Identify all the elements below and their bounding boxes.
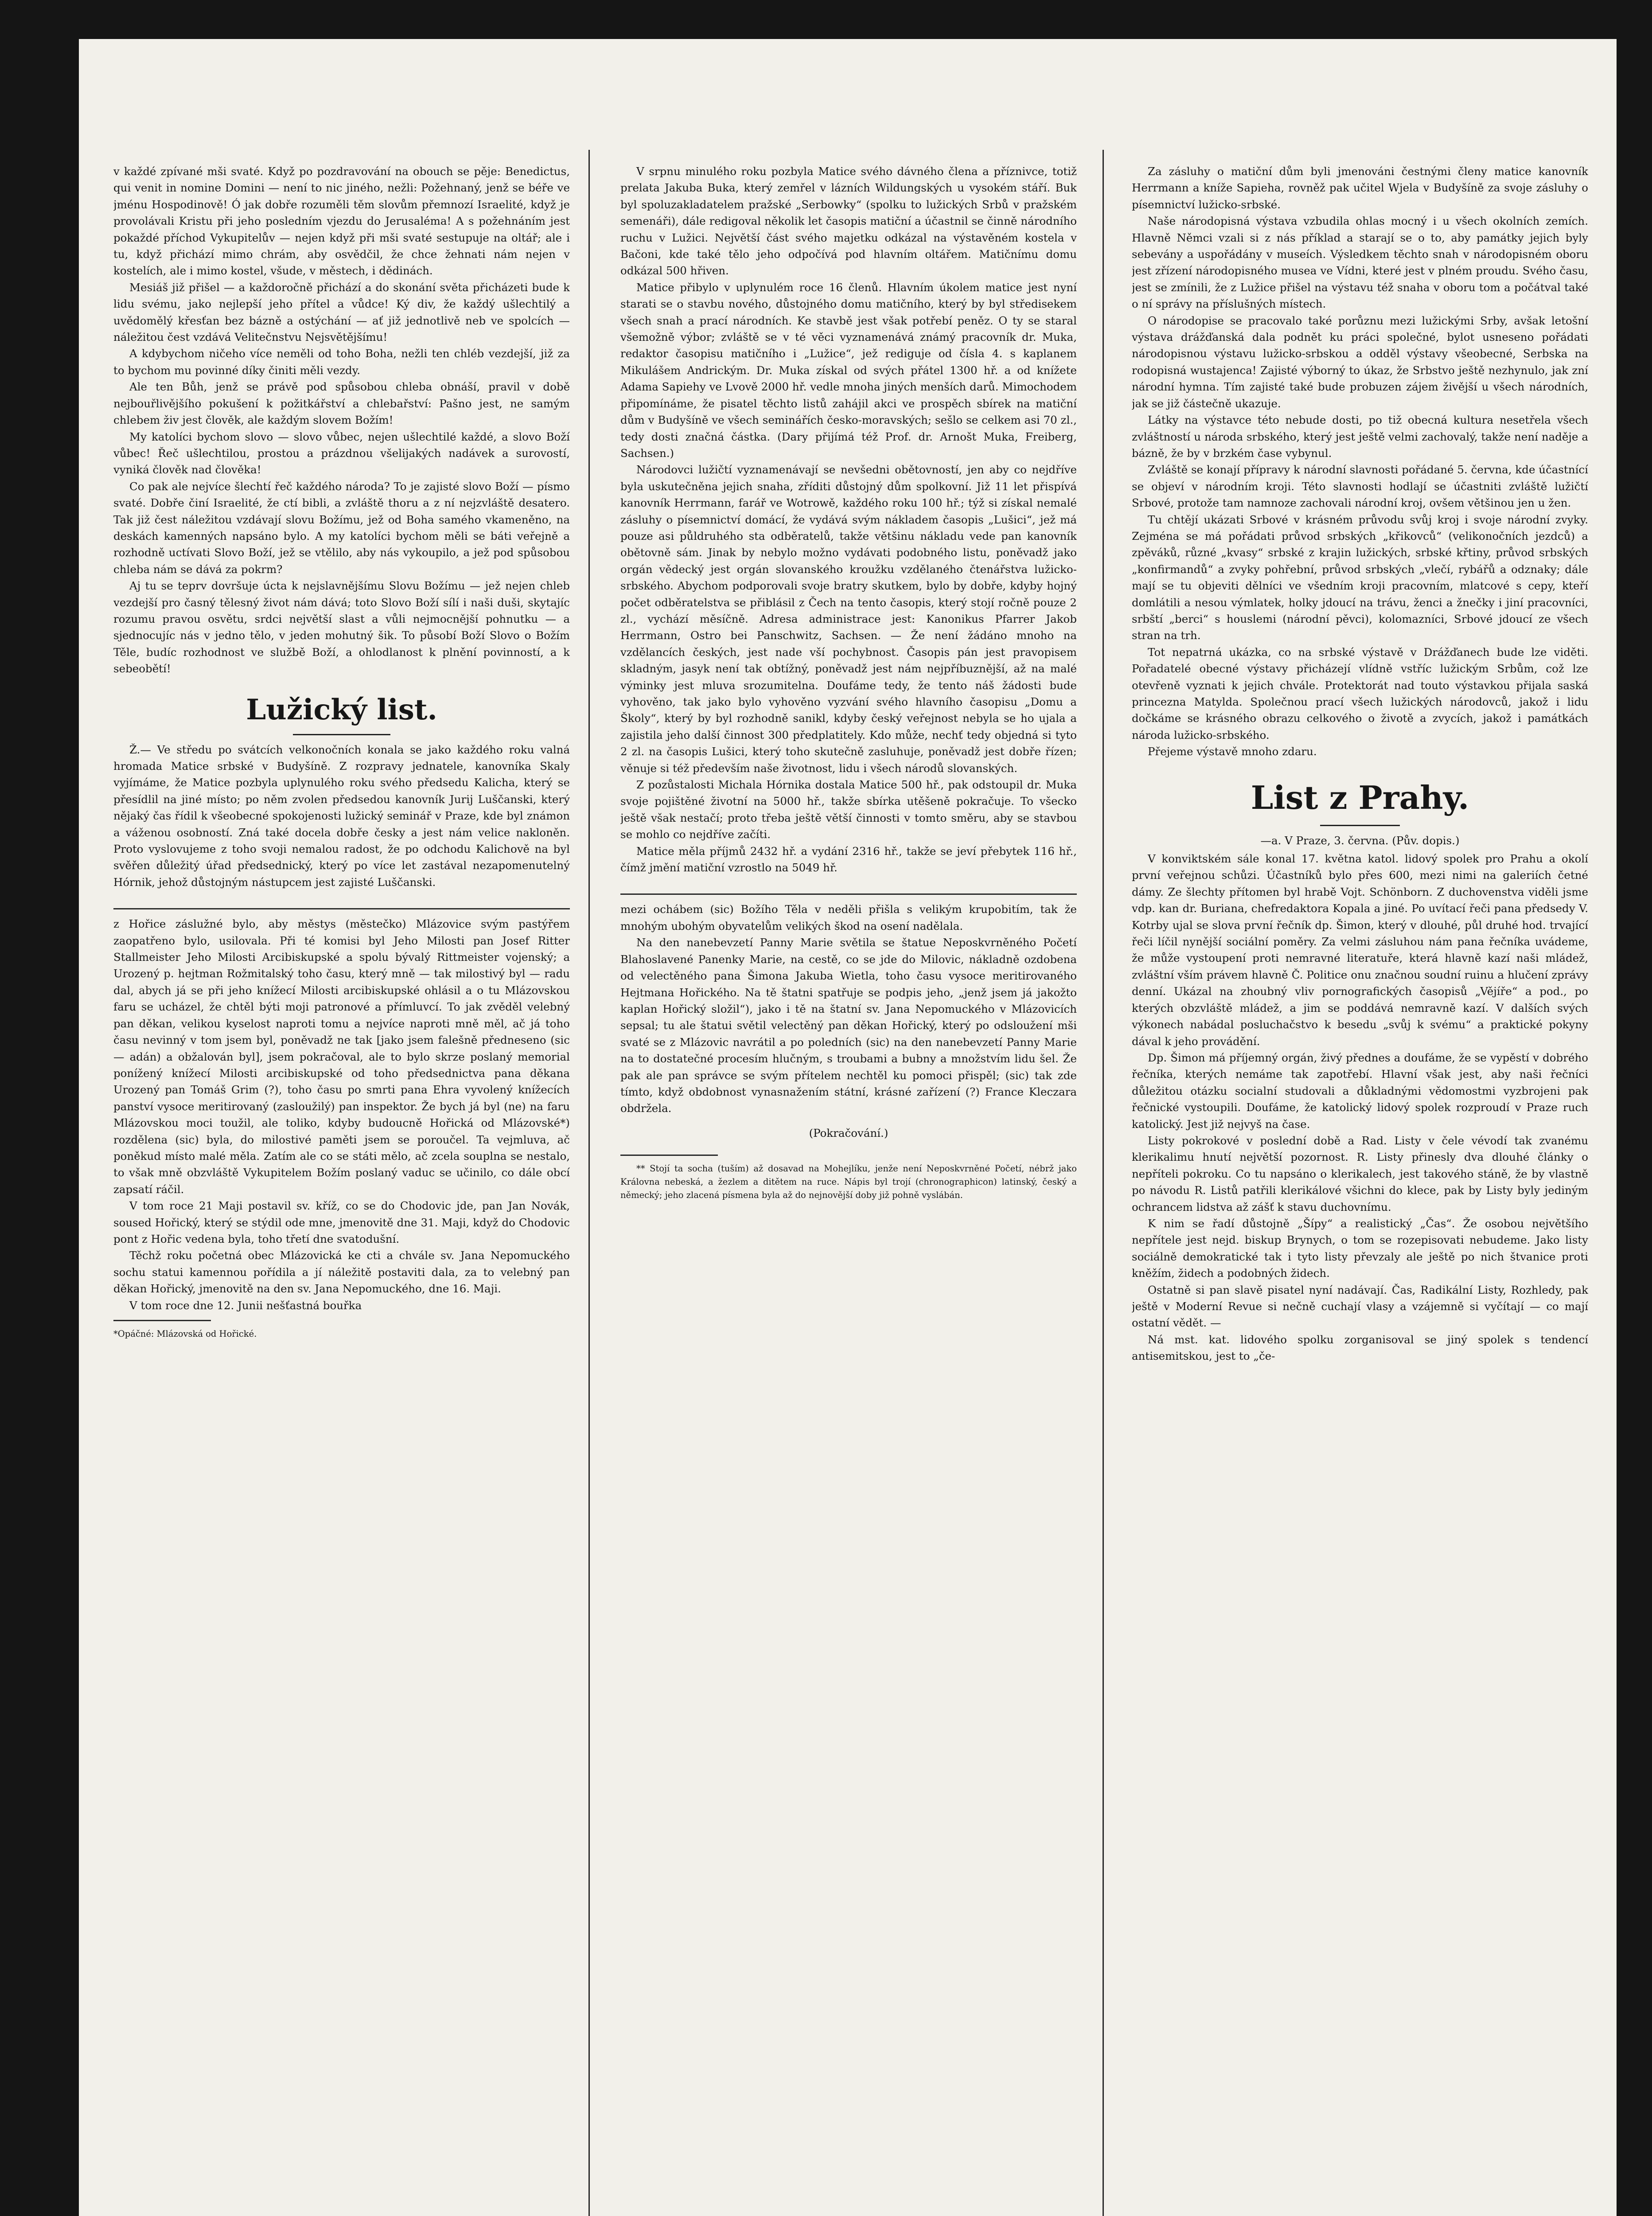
heading-underline xyxy=(1320,825,1400,826)
col1-lusicky-article xyxy=(113,741,570,891)
col2-para: Národovci lužičtí vyznamenávají se nevšedni obětovností, jen aby co nejdříve byla uskutečněna jejich snaha, zříditi důstojný dům spolkovní. Již 11 let přispívá kanovník Herrmann, farář ve Wotrowě, každého roku 100 hř.; týž si získal nemalé zásluhy o písemnictví domácí, že vydává svým nákladem časopis „Lušici“, jež má pouze asi půldruhého sta odběratelů, takže většinu nákladu vede pan kanovník obětovně sám. Jinak by nebylo možno vydávati podobného listu, poněvadž jako orgán vědecký jest orgán slovanského kroužku vzdělaného čtenářstva lužicko-srbského. Abychom podporovali svoje bratry skutkem, bylo by dobře, kdyby hojný počet odběratelstva se přiblásil z Čech na tento časopis, který stojí ročně pouze 2 zl., vychází měsíčně. Adresa administrace jest: Kanonikus Pfarrer Jakob Herrmann, Ostro bei Panschwitz, Sachsen. — Že není žádáno mnoho na vzdělancích českých, jest nade vší pochybnost. Časopis pán jest pravopisem skladným, jasyk není tak obtížný, poněvadž jest nám nejpříbuznější, až na malé výminky jest mluva srozumitelna. Doufáme tedy, že tento náš žádosti bude vyhověno, tak jako bylo vyhověno vyzvání svého hlavního časopisu „Domu a Školy“, který by byl rozhodně sanikl, kdyby český veřejnost nebyla se ho ujala a zajistila jeho další činnost 300 předplatitely. Kdo může, nechť tedy objedná si tyto 2 zl. na časopis Lušici, který toho skutečně zasluhuje, poněvadž jest dobře řízen; věnuje si též především naše životnost, lidu i všech národů slovanských. xyxy=(620,463,1077,775)
column-1 xyxy=(113,163,570,2216)
col1-bottom-article xyxy=(113,916,570,1314)
heading-underline xyxy=(293,734,390,735)
column-3 xyxy=(1132,163,1588,2216)
col3-para: Ostatně si pan slavě pisatel nyní nadávají. Čas, Radikální Listy, Rozhledy, pak ještě v Moderní Revue si nečně cuchají vlasy a vzájemně si vyčítají — co mají ostatní vědět. — xyxy=(1132,1283,1588,1330)
col3-para: Dp. Šimon má příjemný orgán, živý přednes a doufáme, že se vypěstí v dobrého řečníka, kterých nemáme tak zapotřebí. Hlavní však jest, aby naši řečníci důležitou otázku socialní studovali a důkladnými vědomostmi vyzbrojeni pak řečnické vystoupili. Doufáme, že katolický lidový spolek rozproudí v Praze ruch katolický. Jest již nejvyš na čase. xyxy=(1132,1051,1588,1131)
col2-para: mezi ochábem (sic) Božího Těla v neděli přišla s velikým krupobitím, tak že mnohým ubohým obyvatelům velikých škod na osení nadělala. xyxy=(620,903,1077,932)
section-divider xyxy=(620,893,1077,895)
heading-list-z-prahy: List z Prahy. xyxy=(1251,778,1469,816)
col1-para: Mesiáš již přišel — a každoročně přichází a do skonání světa přicházeti bude k lidu svému, jako nejlepší jeho přítel a vůdce! Ký div, že každý ušlechtilý a uvědomělý křesťan bez bázně a ostýchání — ať již jednotlivě neb ve spolcích — náležitou čest vzdává Velitečnstvu Nejsvětějšímu! xyxy=(113,281,570,344)
continued-note: (Pokračování.) xyxy=(809,1126,888,1139)
col2-para: Z pozůstalosti Michala Hórnika dostala Matice 500 hř., pak odstoupil dr. Muka svoje pojištěné životní na 5000 hř., takže sbírka utěšeně pokračuje. To všecko ještě však nestačí; proto třeba ještě větší činnosti v tomto směru, aby se stavbou se mohlo co nejdříve začíti. xyxy=(620,778,1077,841)
col3-para: Za zásluhy o matiční dům byli jmenováni čestnými členy matice kanovník Herrmann a kníže Sapieha, rovněž pak učitel Wjela v Budyšíně za svoje zásluhy o písemnictví lužicko-srbské. xyxy=(1132,165,1588,211)
column-2 xyxy=(620,163,1077,2216)
col3-praha-article xyxy=(1132,851,1588,1365)
col2-para: V srpnu minulého roku pozbyla Matice svého dávného člena a příznivce, totiž prelata Jakuba Buka, který zemřel v lázních Wildungských u vysokém stáří. Buk byl spoluzakladatelem pražské „Serbowky“ (spolku to lužických Srbů v pražském semenáři), dále redigoval několik let časopis matiční a účastnil se činně národního ruchu v Lužici. Největší část svého majetku odkázal na výstavěném kostela v Bačoni, kde také tělo jeho odpočívá pod hlavním oltářem. Matičnímu domu odkázal 500 hřiven. xyxy=(620,165,1077,277)
col2-footnote: ** Stojí ta socha (tuším) až dosavad na Mohejlíku, jenže není Neposkvrněné Početí, nébrž jako Královna nebeská, a žezlem a ditětem na ruce. Nápis byl trojí (chronographicon) latinský, český a německý; jeho zlacená písmena byla až do nejnovější doby již pohně vyslábán. xyxy=(620,1163,1077,1201)
col3-para: Ná mst. kat. lidového spolku zorganisoval se jiný spolek s tendencí antisemitskou, jest to „če- xyxy=(1132,1333,1588,1363)
col1-para: A kdybychom ničeho více neměli od toho Boha, nežli ten chléb vezdejší, již za to bychom mu povinné díky činiti měli vezdy. xyxy=(113,347,570,377)
col3-para: Naše národopisná výstava vzbudila ohlas mocný i u všech okolních zemích. Hlavně Němci vzali si z nás příklad a starají se o to, aby památky jejich byly sebevány a uspořádány v museích. Výsledkem těchto snah v národopisném oboru jest zřízení národopisného musea ve Vídni, které jest v plném proudu. Svého času, jest se zmínili, že z Lužice přišel na výstavu též snaha v oboru tom a počátval také o ní správy na příslušných místech. xyxy=(1132,215,1588,311)
heading-lusicky-list: Lužický list. xyxy=(246,693,437,726)
col3-top-article xyxy=(1132,163,1588,760)
col2-para: Matice měla příjmů 2432 hř. a vydání 2316 hř., takže se jeví přebytek 116 hř., čímž jmění matiční vzrostlo na 5049 hř. xyxy=(620,844,1077,874)
col3-para: O národopise se pracovalo také porůznu mezi lužickými Srby, avšak letošní výstava drážďanská dala podnět ku práci společné, bylot usneseno pořádati národopisnou výstavu lužicko-srbskou a odděl výstavy všeobecné, Serbska na rodopisná wustajenca! Zajisté výborný to úkaz, že Srbstvo ještě nezhynulo, jak zní národní hymna. Tím zajisté také bude probuzen zájem živější u všech národních, jak se již částečně ukazuje. xyxy=(1132,314,1588,410)
col1-para: Těchž roku početná obec Mlázovická ke cti a chvále sv. Jana Nepomuckého sochu statui kamennou pořídila a jí náležitě postaviti dala, za to velebný pan děkan Hořický, jmenovitě na den sv. Jana Nepomuckého, dne 16. Maji. xyxy=(113,1249,570,1295)
col2-para: Na den nanebevzetí Panny Marie světila se štatue Neposkvrněného Početí Blahoslavené Panenky Marie, na cestě, co se jde do Milovic, nákladně ozdobena od velectěného pana Šimona Jakuba Wietla, toho času vysoce meritirovaného Hejtmana Hořického. Na tě štatni spatřuje se podpis jeho, „jenž jsem já jakožto kaplan Hořický složil“), jako i tě na štatní sv. Jana Nepomuckého v Mlázovicích sepsal; tu ale štatui světil velectěný pan děkan Hořický, který po odsloužení mši svaté se z Mlázovic navrátil a po poledních (sic) na den nanebevzetí Panny Marie na to dostatečné procesím hlučným, s troubami a bubny a množstvím lidu šel. Že pak ale pan správce se svým přítelem nechtěl ku pomoci přispěl; (sic) tak zde tímto, když obdobnost vynasnažením státní, krásné zařízení (?) France Kleczara obdržela. xyxy=(620,936,1077,1115)
col1-para: V tom roce 21 Maji postavil sv. kříž, co se do Chodovic jde, pan Jan Novák, soused Hořický, který se stýdil ode mne, jmenovitě dne 31. Maji, když do Chodovic pont z Hořic vedena byla, toho třetí dne svatodušní. xyxy=(113,1199,570,1245)
column-rule-left xyxy=(588,150,590,2216)
col1-para: V tom roce dne 12. Junii nešťastná bouřka xyxy=(129,1299,362,1312)
col3-para: Listy pokrokové v poslední době a Rad. Listy v čele vévodí tak zvanému klerikalimu hnutí největší pozornost. R. Listy přinesly dva dlouhé články o nepříteli pokroku. Co tu napsáno o klerikalech, jest takového stáně, že by vlastně po návodu R. Listů patřili klerikálové všichni do klece, pak by Listy byly jediným ochrancem lidstva až zášť k stavu duchovnímu. xyxy=(1132,1134,1588,1213)
newspaper-page xyxy=(79,39,1617,2216)
col3-para: Tot nepatrná ukázka, co na srbské výstavě v Drážďanech bude lze viděti. Pořadatelé obecné výstavy přicházejí vlídně vstříc lužickým Srbům, což lze otevřeně vyznati k jejich chvále. Protektorát nad touto výstavkou přijala saská princezna Matylda. Společnou prací všech lužických národovců, jakož i lidu dočkáme se krásného obrazu celkového o životě a zvycích, jakož i památkách národa lužicko-srbského. xyxy=(1132,645,1588,741)
col2-para: Matice přibylo v uplynulém roce 16 členů. Hlavním úkolem matice jest nyní starati se o stavbu nového, důstojného domu matičního, který by byl středisekem všech snah a prací národních. Ke stavbě jest však potřebí peněz. O ty se staral všemožně výbor; zvláště se v té věci vyznamenává známý pracovník dr. Muka, redaktor časopisu matičního i „Lužice“, jež rediguje od čísla 4. s kaplanem Mikulášem Andrickým. Dr. Muka získal od svých přátel 1300 hř. a od knížete Adama Sapiehy ve Lvově 2000 hř. vedle mnoha jiných menších darů. Mimochodem připomínáme, že pisatel těchto listů zahájil akci ve prospěch sbírek na matiční dům v Budyšíně ve všech seminářích česko-moravských; sešlo se celkem asi 70 zl., tedy dosti značná částka. (Dary přijímá též Prof. dr. Arnošt Muka, Freiberg, Sachsen.) xyxy=(620,281,1077,460)
section-divider xyxy=(113,908,570,909)
col3-para: Zvláště se konají přípravy k národní slavnosti pořádané 5. června, kde účastnící se objeví v národním kroji. Této slavnosti hodlají se účastniti zvláště lužičtí Srbové, protože tam namnoze zachovali národní kroj, ovšem většinou jen u žen. xyxy=(1132,463,1588,510)
col1-footnote: *Opáčné: Mlázovská od Hořické. xyxy=(113,1329,257,1339)
col3-para: Látky na výstavce této nebude dosti, po tiž obecná kultura nesetřela všech zvláštností u národa srbského, který jest ještě velmi zachovalý, takže není naděje a bázně, že by v brzkém čase vybynul. xyxy=(1132,414,1588,460)
col3-para: V konviktském sále konal 17. května katol. lidový spolek pro Prahu a okolí první veřejnou schůzi. Účastníků bylo přes 600, mezi nimi na galeriích četné dámy. Ze šlechty přítomen byl hrabě Vojt. Schönborn. Z duchovenstva viděli jsme vdp. kan dr. Buriana, chefredaktora Kopala a jiné. Po uvítací řeči pana předsedy V. Kotrby ujal se slova první řečník dp. Šimon, který v dlouhé, půl druhé hod. trvající řeči líčil nynější sociální poměry. Za velmi zásluhou nám pana řečníka uvádeme, že může vystoupení proti nemravné literatuře, která hlavně kazí naši mládež, zvláštní vším právem hlavně Č. Politice onu značnou soudní ruinu a hlučení zprávy denní. Ukázal na zhoubný vliv pornografických časopisů „Vějíře“ a pod., po kterých obzvláště mládež, a jim se poddává nemravně kazí. V dalších svých výkonech nabádal posluchačstvo k besedu „svůj k svému“ a praktické pokyny dával k jeho provádění. xyxy=(1132,852,1588,1048)
col1-para: Ale ten Bůh, jenž se právě pod spůsobou chleba obnáší, pravil v době nejbouřlivějšího pokušení k požitkářství a chlebařství: Pašno jest, ne samým chlebem živ jest člověk, ale každým slovem Božím! xyxy=(113,380,570,427)
col1-para: My katolíci bychom slovo — slovo vůbec, nejen ušlechtilé každé, a slovo Boží vůbec! Řeč ušlechtilou, prostou a prázdnou všelijakých nadávek a surovostí, vyniká člověk nad člověka! xyxy=(113,430,570,476)
col3-para: Tu chtějí ukázati Srbové v krásném průvodu svůj kroj i svoje národní zvyky. Zejména se má pořádati průvod srbských „křikovců“ (velikonočních jezdců) a zpěváků, různé „kvasy“ srbské z krajin lužických, srbské křtiny, průvod srbských „konfirmandů“ a zvyky pohřební, průvod srbských „vlečí, rybářů a odznaky; dále mají se tu objeviti dělníci ve všedním kroji pracovním, mlatcové s cepy, kteří domlátili a nesou výmlatek, holky jdoucí na trávu, ženci a žnečky i jiní pracovníci, srbští „berci“ s houslemi (národní pěvci), kolomazníci, Srbové jdoucí ze všech stran na trh. xyxy=(1132,513,1588,642)
col1-para: Aj tu se teprv dovršuje úcta k nejslavnějšímu Slovu Božímu — jež nejen chleb vezdejší pro časný tělesný život nám dává; toto Slovo Boží sílí i naši duši, skytajíc rozumu pravou osvětu, srdci největší slast a vůli nejmocnější pohnutku — a sjednocujíc nás v jedno tělo, v jeden mohutný šik. To působí Boží Slovo o Božím Těle, budíc rozhodnost ve službě Boží, a ohlodlanost k plnění povinností, a k sebeobětí! xyxy=(113,579,570,675)
praha-dateline: —a. V Praze, 3. června. (Pův. dopis.) xyxy=(1260,834,1460,847)
col1-para: v každé zpívané mši svaté. Když po pozdravování na obouch se pěje: Benedictus, qui venit in nomine Domini — není to nic jiného, nežli: Požehnaný, jenž se béře ve jménu Hospodinově! Ó jak dobře rozuměli těm slovům přemnozí Israelité, když je provolávali Kristu při jeho posledním vjezdu do Jerusaléma! A s požehnáním jest pokaždé příchod Vykupitelův — nejen když při mši svaté sestupuje na oltář; ale i tu, když přichází mimo chrám, aby osvědčil, že chce žehnati nám nejen v kostelích, ale i mimo kostel, všude, v městech, i dědinách. xyxy=(113,165,570,277)
footnote-divider xyxy=(113,1320,211,1321)
col1-para: Ž.— Ve středu po svátcích velkonočních konala se jako každého roku valná hromada Matice srbské v Budyšíně. Z rozpravy jednatele, kanovníka Skaly vyjímáme, že Matice pozbyla uplynulého roku svého předsedu Kalicha, který se přesídlil na jiné místo; po něm zvolen předsedou kanovník Jurij Luščanski, který nějaký čas řídil k všeobecné spokojenosti lužický seminář v Praze, kde byl známon a váženou osobností. Zná také docela dobře česky a jest nám velice nakloněn. Proto vyslovujeme z toho svoji nemalou radost, že po odchodu Kalichově na byl svěřen důležitý úřad předsednický, který po více let zastával nezapomenutelný Hórnik, jehož důstojným nástupcem jest zajisté Luščanski. xyxy=(113,743,570,889)
col3-para: Přejeme výstavě mnoho zdaru. xyxy=(1148,745,1317,758)
footnote-divider xyxy=(620,1155,718,1156)
col2-bottom-article xyxy=(620,901,1077,1141)
col1-para: z Hořice záslužné bylo, aby městys (městečko) Mlázovice svým pastýřem zaopatřeno bylo, usilovala. Při té komisi byl Jeho Milosti pan Josef Ritter Stallmeister Jeho Milosti Arcibiskupské a spolu bývalý Rittmeister vojenský; a Urozený p. hejtman Rožmitalský toho času, který mně — tak milostivý byl — radu dal, abych já se při jeho knížecí Milosti arcibiskupské ohlásil a o tu Mlázovskou faru se ucházel, že chtěl býti moji patronové a přímluvcí. To jak zvěděl velebný pan děkan, velikou kyselost naproti tomu a nejvíce naproti mně měl, ač já toho času nevinný v tom jsem byl, poněvadž ne tak [jako jsem falešně předneseno (sic — adán) a obžalován byl], jsem pokračoval, ale to bylo skrze poslaný memorial ponížený knížecí Milosti arcibiskupské od toho předsednictva pana děkana Urozený pan Tomáš Grim (?), toho času po smrti pana Ehra vyvolený knížecích panství vysoce meritirovaný (zasloužilý) pan inspektor. Že bych já byl (ne) na faru Mlázovskou moci toužil, ale toliko, kdyby budoucně Hořická od Mlázovské*) rozdělena (sic) byla, do milostivé paměti jsem se poroučel. Ta vejmluva, ač poněkud místo malé měla. Zatím ale co se státi mělo, ač zcela souplna se nestalo, to však mně obzvláště Vykupitelem Božím poslaný vaduc se učinilo, co dále obcí zapsatí ráčil. xyxy=(113,917,570,1196)
col2-top-article xyxy=(620,163,1077,876)
col1-top-article xyxy=(113,163,570,677)
col3-para: K nim se řadí důstojně „Šípy“ a realistický „Čas“. Že osobou největšího nepřítele jest nejd. biskup Brynych, o tom se rozepisovati nebudeme. Jako listy sociálně demokratické tak i tyto listy převzaly ale ještě po nich štvanice proti kněžím, židech a podobných židech. xyxy=(1132,1217,1588,1280)
column-rule-right xyxy=(1103,150,1104,2216)
col1-para: Co pak ale nejvíce šlechtí řeč každého národa? To je zajisté slovo Boží — písmo svaté. Dobře činí Israelité, že ctí bibli, a zvláště thoru a z ní nejzvláště desatero. Tak již čest náležitou vzdávají slovu Božímu, jež od Boha samého vkameněno, na deskách kamenných napsáno bylo. A my katolíci bychom měli se báti veřejně a rozhodně uctívati Slovo Boží, jež se vtělilo, aby nás vykoupilo, a jež pod spůsobou chleba nám se dává za pokrm? xyxy=(113,480,570,576)
